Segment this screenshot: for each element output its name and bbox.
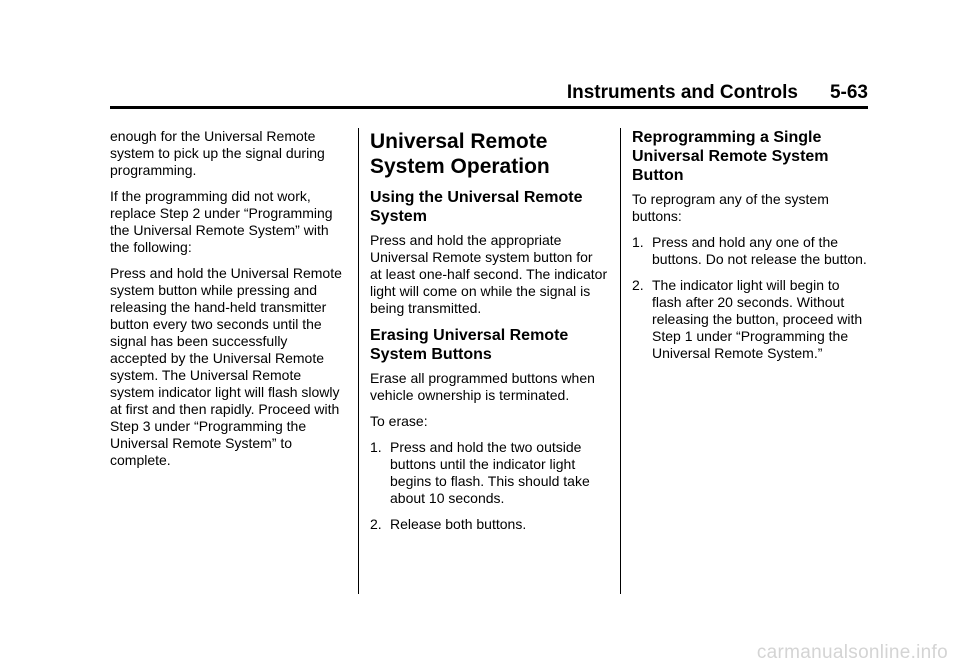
column-2 <box>370 128 608 542</box>
step-number: 1. <box>632 234 644 250</box>
paragraph: If the programming did not work, replace Step 2 under “Programming the Universal Remote System” with the following: <box>110 188 333 255</box>
list-item <box>632 277 868 362</box>
column-3 <box>632 128 868 371</box>
watermark: carmanualsonline.info <box>756 642 948 663</box>
column-divider <box>620 128 621 594</box>
step-text: Release both buttons. <box>390 516 527 532</box>
page-header <box>110 82 868 104</box>
paragraph: Erase all programmed buttons when vehicle ownership is terminated. <box>370 370 595 403</box>
step-number: 1. <box>370 439 382 455</box>
step-number: 2. <box>632 277 644 293</box>
step-text: The indicator light will begin to flash after 20 seconds. Without releasing the button, proceed with Step 1 under “Programming the Universal Remote System.” <box>652 277 863 361</box>
page-number: 5-63 <box>829 82 868 103</box>
paragraph: enough for the Universal Remote system to pick up the signal during programming. <box>110 128 325 178</box>
paragraph: To erase: <box>370 413 428 429</box>
list-item <box>370 516 608 533</box>
reprogram-steps <box>632 234 868 362</box>
column-1 <box>110 128 346 478</box>
erase-steps <box>370 439 608 533</box>
step-number: 2. <box>370 516 382 532</box>
paragraph: Press and hold the Universal Remote system button while pressing and releasing the hand-held transmitter button every two seconds until the signal has been successfully accepted by the Universal Remote system. The Universal Remote system indicator light will flash slowly at first and then rapidly. Proceed with Step 3 under “Programming the Universal Remote System” to complete. <box>110 265 342 468</box>
paragraph: To reprogram any of the system buttons: <box>632 191 829 224</box>
subsection-heading: Using the Universal Remote System <box>370 189 583 225</box>
subsection-heading: Erasing Universal Remote System Buttons <box>370 327 569 363</box>
list-item <box>632 234 868 268</box>
section-heading: Universal Remote System Operation <box>370 130 550 178</box>
paragraph: Press and hold the appropriate Universal Remote system button for at least one-half second. The indicator light will come on while the signal is being transmitted. <box>370 232 608 316</box>
step-text: Press and hold the two outside buttons until the indicator light begins to flash. This should take about 10 seconds. <box>390 439 590 506</box>
section-title: Instruments and Controls <box>566 82 798 103</box>
header-rule <box>110 106 868 109</box>
step-text: Press and hold any one of the buttons. Do not release the button. <box>652 234 867 267</box>
column-divider <box>358 128 359 594</box>
subsection-heading: Reprogramming a Single Universal Remote System Button <box>632 129 829 184</box>
list-item <box>370 439 608 507</box>
